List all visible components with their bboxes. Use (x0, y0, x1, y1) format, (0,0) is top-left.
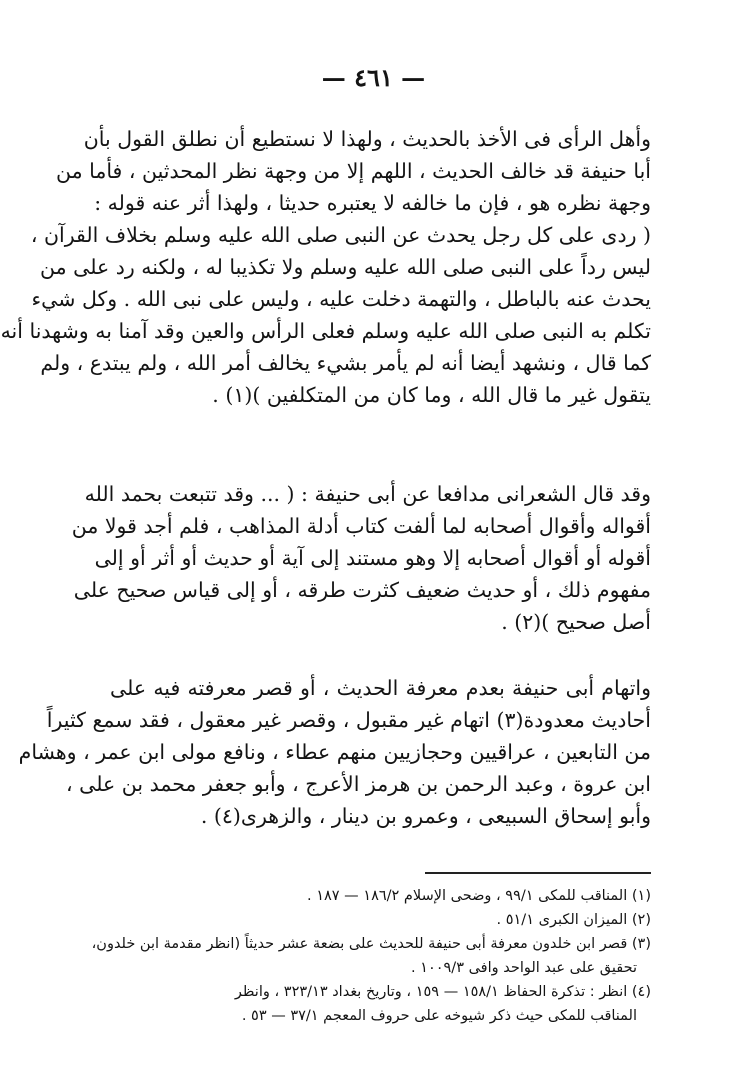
text-line: مفهوم ذلك ، أو حديث ضعيف كثرت طرقه ، أو إلى قياس صحيح على (73, 578, 651, 602)
page-number: — ٤٦١ — (321, 63, 426, 92)
footnote-line: (٣) قصر ابن خلدون معرفة أبى حنيفة للحديث على بضعة عشر حديثاً (انظر مقدمة ابن خلدون، (91, 936, 651, 952)
text-line: وأبو إسحاق السبيعى ، وعمرو بن دينار ، والزهرى(٤) . (200, 804, 651, 828)
text-line: أصل صحيح )(٢) . (501, 610, 651, 634)
text-line: وجهة نظره هو ، فإن ما خالفه لا يعتبره حديثا ، ولهذا أثر عنه قوله : (94, 191, 651, 215)
footnote-line: المناقب للمكى حيث ذكر شيوخه على حروف المعجم ٣٧/١ — ٥٣ . (241, 1008, 637, 1024)
text-line: يحدث عنه بالباطل ، والتهمة دخلت عليه ، وليس على نبى الله . وكل شيء (31, 287, 651, 311)
footnote-line: (٤) انظر : تذكرة الحفاظ ١٥٨/١ — ١٥٩ ، وتاريخ بغداد ٣٢٣/١٣ ، وانظر (234, 984, 651, 1000)
paragraph-3 (18, 672, 651, 832)
text-line: واتهام أبى حنيفة بعدم معرفة الحديث ، أو قصر معرفته فيه على (110, 676, 651, 700)
text-line: ( ردى على كل رجل يحدث عن النبى صلى الله عليه وسلم بخلاف القرآن ، (30, 223, 651, 247)
footnote-line: (٢) الميزان الكبرى ٥١/١ . (496, 912, 651, 928)
text-line: ليس رداً على النبى صلى الله عليه وسلم ولا تكذيبا له ، ولكنه رد على من (40, 255, 651, 279)
paragraph-1 (0, 123, 651, 411)
text-line: وقد قال الشعرانى مدافعا عن أبى حنيفة : ( ... وقد تتبعت بحمد الله (84, 482, 651, 506)
text-line: ابن عروة ، وعبد الرحمن بن هرمز الأعرج ، وأبو جعفر محمد بن على ، (66, 772, 651, 796)
text-line: أقوله أو أقوال أصحابه إلا وهو مستند إلى آية أو حديث أو أثر أو إلى (94, 546, 651, 570)
footnotes (91, 884, 651, 1028)
footnote-line: تحقيق على عبد الواحد وافى ١٠٠٩/٣ . (410, 960, 637, 976)
text-line: أقواله وأقوال أصحابه لما ألفت كتاب أدلة المذاهب ، فلم أجد قولا من (71, 514, 651, 538)
footnote-divider (425, 872, 651, 874)
text-line: وأهل الرأى فى الأخذ بالحديث ، ولهذا لا نستطيع أن نطلق القول بأن (83, 127, 651, 151)
text-line: من التابعين ، عراقيين وحجازيين منهم عطاء ، ونافع مولى ابن عمر ، وهشام (18, 740, 651, 764)
text-line: تكلم به النبى صلى الله عليه وسلم فعلى الرأس والعين وقد آمنا به وشهدنا أنه (0, 319, 651, 343)
text-line: كما قال ، ونشهد أيضا أنه لم يأمر بشيء يخالف أمر الله ، ولم يبتدع ، ولم (40, 351, 651, 375)
text-line: أبا حنيفة قد خالف الحديث ، اللهم إلا من وجهة نظر المحدثين ، فأما من (55, 159, 651, 183)
text-line: أحاديث معدودة(٣) اتهام غير مقبول ، وقصر غير معقول ، فقد سمع كثيراً (46, 708, 651, 732)
footnote-line: (١) المناقب للمكى ٩٩/١ ، وضحى الإسلام ١٨٦/٢ — ١٨٧ . (306, 888, 651, 904)
text-line: يتقول غير ما قال الله ، وما كان من المتكلفين )(١) . (212, 383, 651, 407)
paragraph-2 (71, 478, 651, 638)
